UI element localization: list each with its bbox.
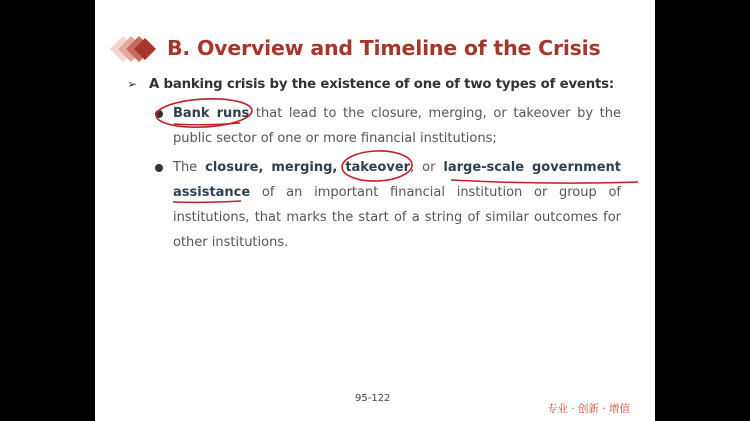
section-heading [127,77,647,92]
word-takeover: takeover [345,160,411,175]
bullet-text [173,155,621,255]
slide [95,0,655,421]
bullet-dot-icon [155,164,163,172]
word-or: or [422,160,436,175]
bullet-body: of an important financial institution or group of institutions, that marks the start of a string of similar outcomes for other institutions. [173,185,621,250]
title-row [109,34,649,64]
diamond-cluster-icon [109,34,157,64]
bank-runs-term: Bank runs [173,106,250,121]
bullet-dot-icon [155,110,163,118]
heading-text: A banking crisis by the existence of one of two types of events: [149,77,614,92]
bullet-text [173,101,621,151]
footer-tagline: 专业 · 创新 · 增值 [547,403,631,415]
slide-title: B. Overview and Timeline of the Crisis [167,36,601,60]
word-closure: closure, [205,160,264,175]
bullet-body: that lead to the closure, merging, or takeover by the public sector of one or more financial institutions; [173,106,621,146]
bullet-first-line [173,155,621,180]
word-the: The [173,160,198,175]
word-assistance: assistance [173,185,251,200]
word-government: government [531,160,621,175]
word-merging: merging, [271,160,338,175]
comma: , [410,160,415,175]
word-large-scale: large-scale [443,160,525,175]
page-number: 95-122 [355,393,391,404]
arrow-bullet-icon: ➢ [127,77,137,91]
bullet-remaining-lines [173,180,621,255]
